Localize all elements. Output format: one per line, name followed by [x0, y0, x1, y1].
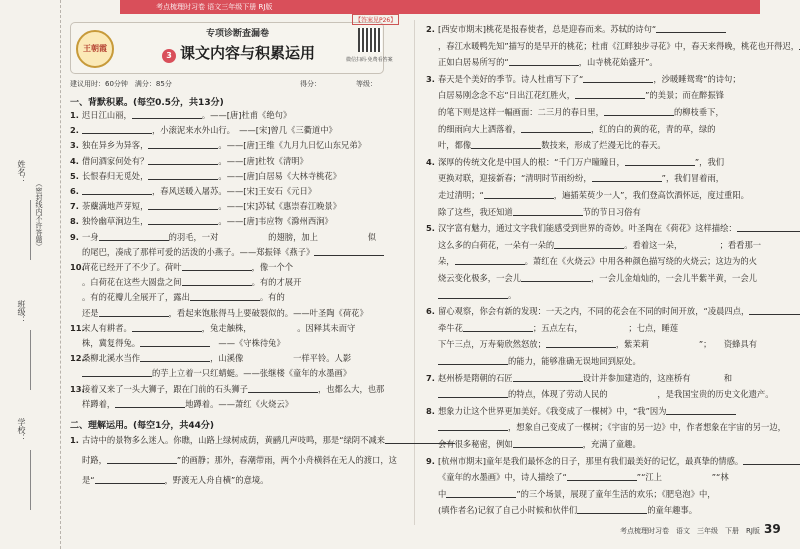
question-line — [426, 90, 724, 101]
score-field: 得分： — [300, 80, 321, 88]
answer-blank[interactable] — [438, 290, 508, 299]
question-tail: 的童年趣事。 — [647, 505, 698, 516]
qr-code-icon[interactable] — [358, 28, 382, 52]
question-number: 5. — [70, 170, 79, 181]
answer-blank[interactable] — [463, 323, 533, 332]
question-line — [70, 247, 384, 258]
question-tail: 的芋上立着一只红蜻蜓。——张继楼《童年的水墨画》 — [152, 368, 352, 379]
question-line — [426, 223, 800, 234]
question-line — [70, 262, 293, 273]
question-line — [70, 338, 285, 349]
question-tail: ”，我们 — [694, 156, 725, 167]
answer-blank[interactable] — [95, 475, 165, 484]
answer-blank[interactable] — [513, 207, 583, 216]
question-text: 更换对联，迎接新春；“清明时节雨纷纷， — [438, 173, 592, 184]
question-line — [70, 232, 376, 243]
question-tail: ，沙暖睡鸳鸯”的诗句； — [653, 73, 741, 84]
answer-blank[interactable] — [132, 110, 202, 119]
page-number: 39 — [764, 522, 781, 536]
question-text: [西安市期末]桃花是报春使者，总是迎春而来。苏轼的诗句“ — [438, 24, 657, 34]
question-line — [70, 110, 291, 121]
answer-blank[interactable] — [148, 140, 218, 149]
answer-blank[interactable] — [592, 173, 662, 182]
question-text: ，春江水暖鸭先知”描写的是早开的桃花；杜甫《江畔独步寻花》中，春天来得晚，桃花也开得迟， — [438, 40, 800, 51]
name-label: 姓名： — [17, 160, 26, 184]
question-line — [426, 240, 761, 251]
question-tail: ，野渡无人舟自横”的意境。 — [164, 475, 269, 485]
question-tail: ，山寺桃花始盛开”。 — [578, 57, 658, 68]
question-line — [70, 475, 268, 486]
question-line — [426, 157, 724, 168]
question-number: 12. — [70, 353, 85, 364]
question-text: 深厚的传统文化是中国人的根：“千门万户瞳瞳日， — [438, 156, 625, 167]
answer-blank[interactable] — [583, 74, 653, 83]
question-tail: ——《守株待兔》 — [210, 338, 285, 348]
question-number: 3. — [70, 140, 79, 151]
question-line — [70, 140, 366, 151]
question-text: 汉字富有魅力，通过文字我们能感受到世界的奇妙。叶圣陶在《荷花》这样描绘： — [438, 223, 737, 234]
question-number: 7. — [70, 201, 79, 212]
question-line — [70, 308, 368, 319]
question-line — [426, 505, 697, 516]
answer-blank[interactable] — [666, 406, 736, 415]
question-text: 朵， — [438, 256, 455, 267]
page-title — [162, 42, 315, 63]
question-line — [426, 273, 757, 284]
question-number: 1. — [70, 110, 79, 120]
question-tail: ，兔走触株， 。因释其未而守 — [201, 322, 356, 333]
question-tail: 。——[唐]王维《九月九日忆山东兄弟》 — [218, 140, 366, 151]
footer-info: 考点梳理时习卷 语文 三年级 下册 RJ版 — [620, 527, 760, 535]
answer-blank[interactable] — [743, 456, 800, 465]
unit-number-badge: 3 — [162, 49, 176, 63]
answer-blank[interactable] — [132, 323, 202, 332]
answer-blank[interactable] — [182, 277, 252, 286]
school-line — [30, 450, 31, 510]
question-text: 还是 — [82, 307, 99, 318]
question-line — [426, 356, 641, 367]
question-tail: 。——[唐]杜甫《绝句》 — [201, 110, 292, 120]
question-tail: 的特点，体现了劳动人民的 ，是我国宝贵的历史文化遗产。 — [508, 389, 774, 400]
question-number: 2. — [426, 24, 435, 34]
answer-blank[interactable] — [115, 399, 185, 408]
question-text: 古诗中的景物多么迷人。你瞧，山路上绿树成荫，黄鹂几声吱鸣，那是“绿阴不减来 — [82, 435, 385, 445]
question-text: 的笔下则是这样一幅画面：二三月的春日里， — [438, 107, 604, 117]
question-tail: ，看起来饱胀得马上要破裂似的。——叶圣陶《荷花》 — [168, 307, 368, 318]
answer-blank[interactable] — [455, 256, 525, 265]
question-number: 3. — [426, 73, 435, 84]
class-line — [30, 330, 31, 390]
question-number: 9. — [426, 455, 435, 466]
question-text: 长恨春归无觅处， — [82, 170, 149, 181]
answer-blank[interactable] — [438, 422, 508, 431]
question-tail: 。 — [508, 289, 517, 300]
question-text: 的尾巴，凑成了那样可爱的活泼的小燕子。——郑振铎《燕子》 — [82, 246, 315, 257]
seal-note: （密封线内不许答题） — [35, 180, 43, 250]
answer-blank[interactable] — [99, 232, 169, 241]
question-tail: ”的三个场景，展现了童年生活的欢乐；《肥皂泡》中， — [516, 488, 716, 499]
question-tail: 地蹲着。——萧红《火烧云》 — [185, 398, 294, 409]
question-text: 下午三点，万寿菊欣然怒放； — [438, 339, 546, 350]
answer-blank[interactable] — [107, 455, 177, 464]
question-line — [426, 422, 786, 433]
question-number: 4. — [426, 156, 435, 167]
grade-field: 等级： — [356, 80, 377, 88]
question-tail: ，想象自己变成了一棵树；《宇宙的另一边》中，作者想象在宇宙的另一边， — [508, 422, 786, 433]
question-line — [426, 207, 641, 218]
question-text: 中 — [438, 488, 447, 499]
question-text: 株，冀复得兔。 — [82, 338, 141, 348]
question-line — [70, 384, 384, 395]
answer-blank[interactable] — [82, 186, 152, 195]
question-line — [70, 323, 355, 334]
question-tail: ，紫茉莉 ”； 资蜂具有 — [615, 339, 758, 350]
question-tail: 。有的 — [259, 292, 285, 303]
question-line — [70, 186, 316, 197]
question-tail: ，充满了童趣。 — [582, 439, 641, 449]
question-line — [426, 24, 726, 35]
question-text: 荼蘪满地芦芽短， — [82, 201, 149, 212]
question-number: 1. — [70, 435, 79, 445]
question-text: 烧云变化极多，一会儿 — [438, 273, 521, 283]
question-number: 7. — [426, 372, 435, 383]
question-text: 独怜幽草涧边生， — [82, 216, 149, 227]
question-line — [426, 190, 749, 201]
answer-blank[interactable] — [99, 308, 169, 317]
answer-blank[interactable] — [521, 273, 591, 282]
top-banner: 考点梳理时习卷 语文三年级下册 RJ版 — [120, 0, 760, 14]
question-line — [426, 456, 800, 467]
answer-blank[interactable] — [749, 306, 800, 315]
question-number: 6. — [426, 306, 435, 317]
question-text: (填作者名)记叙了自己小时候和伙伴们 — [438, 505, 578, 516]
question-text: 正如白居易所写的“ — [438, 57, 509, 68]
question-line — [70, 171, 341, 182]
question-text: 独在异乡为异客， — [82, 140, 149, 151]
class-label: 班级： — [17, 300, 26, 324]
question-text: 接着又来了一头大狮子，跟在门前的石头狮子 — [82, 383, 248, 394]
question-text: 荷花已经开了不少了。荷叶 — [82, 262, 182, 272]
question-text: 想象力让这个世界更加美好。《我变成了一棵树》中，“我”因为 — [438, 405, 667, 416]
question-line — [426, 173, 724, 184]
question-tail: ，红的白的黄的花，青的草，绿的 — [590, 123, 716, 134]
section-one-heading: 一、背默积累。(每空0.5分，共13分) — [70, 98, 224, 108]
school-label: 学校： — [17, 418, 26, 442]
question-text: 走过清明；“ — [438, 190, 484, 200]
question-line — [70, 435, 455, 446]
answer-blank[interactable] — [656, 24, 726, 33]
question-tail: ，遍插茱萸少一人”，我们登高饮酒怀远，度过重阳。 — [553, 190, 749, 200]
question-tail: ，像一个个 — [251, 262, 294, 272]
question-tail: ，也都么大，也那 — [317, 383, 385, 394]
question-line — [426, 472, 729, 483]
answer-blank[interactable] — [148, 201, 218, 210]
question-tail: 。看着这一朵， ；看看那一 — [624, 239, 762, 250]
question-number: 13. — [70, 383, 85, 394]
question-line — [70, 277, 301, 288]
question-line — [426, 489, 716, 500]
question-text: 叶，都像 — [438, 140, 472, 151]
question-text: 迟日江山丽， — [82, 110, 132, 120]
section-two-heading: 二、理解运用。(每空1分，共44分) — [70, 421, 215, 431]
name-line — [30, 200, 31, 260]
question-text: 借问酒家何处有？ — [82, 155, 149, 166]
answer-tag: 【答案见P26】 — [352, 14, 399, 25]
answer-blank[interactable] — [604, 107, 674, 116]
question-tail: ”“江上 ”“林 — [636, 472, 729, 483]
question-line — [70, 216, 333, 227]
answer-blank[interactable] — [190, 292, 260, 301]
question-line — [426, 290, 516, 301]
question-tail: ”，我们冒着雨， — [661, 173, 725, 184]
question-line — [426, 140, 666, 151]
question-line — [426, 256, 757, 267]
question-text: 是“ — [82, 475, 95, 485]
question-tail: 。——[唐]白居易《大林寺桃花》 — [218, 170, 342, 181]
question-number: 10. — [70, 262, 85, 272]
question-tail: 。萧红在《火烧云》中用各种颜色描写绕的火烧云；这边为的火 — [524, 256, 757, 267]
question-text: 除了这些，我还知道 — [438, 206, 513, 217]
question-line — [426, 439, 641, 450]
binding-margin — [0, 0, 61, 549]
question-line — [70, 353, 351, 364]
answer-blank[interactable] — [140, 338, 210, 347]
question-tail: 。——[唐]韦应物《滁州西涧》 — [218, 216, 333, 227]
question-line — [70, 399, 293, 410]
question-tail: ”的美景；而在醉振锋 — [645, 90, 725, 101]
question-text: 的细雨向大上洒落着， — [438, 123, 521, 134]
answer-blank[interactable] — [248, 384, 318, 393]
answer-blank[interactable] — [148, 171, 218, 180]
question-tail: ”的画静；那外，春潮带雨，两个小舟横斜在无人的渡口，这 — [176, 455, 397, 465]
answer-blank[interactable] — [554, 240, 624, 249]
question-line — [426, 57, 658, 68]
answer-blank[interactable] — [471, 140, 541, 149]
question-number: 5. — [426, 223, 435, 234]
question-line — [70, 125, 337, 136]
question-text: 春天是个美好的季节。诗人杜甫写下了“ — [438, 73, 584, 84]
question-tail: 数技来，形成了烂漫无比的春天。 — [541, 140, 666, 151]
answer-blank[interactable] — [521, 124, 591, 133]
answer-blank[interactable] — [82, 125, 152, 134]
answer-blank[interactable] — [737, 223, 800, 232]
answer-blank[interactable] — [438, 356, 508, 365]
question-line — [426, 306, 800, 317]
question-number: 11. — [70, 322, 85, 333]
answer-blank[interactable] — [438, 389, 508, 398]
question-tail: ；五点左右， ；七点，睡莲 — [532, 322, 679, 333]
question-tail: ，小滚泥来水外山行。 ——[宋]曾几《三衢道中》 — [152, 125, 337, 136]
answer-blank[interactable] — [182, 262, 252, 271]
question-text: 赵州桥是隋朝的石匠 — [438, 372, 513, 383]
question-text: 。有的花瓣儿全展开了，露出 — [82, 292, 190, 303]
question-text: 桑柳北溪水当作 — [82, 353, 141, 364]
qr-label: 微信扫码·免费看答案 — [346, 57, 393, 63]
question-line — [70, 156, 308, 167]
question-number: 4. — [70, 155, 79, 166]
question-tail: 设计并参加建造的，这座桥有 和 — [582, 372, 733, 383]
answer-blank[interactable] — [513, 373, 583, 382]
series-title: 专项诊断查漏卷 — [206, 29, 270, 39]
question-text: 留心观察，你会有新的发现：一天之内，不同的花会在不同的时间开放，“凌晨四点， — [438, 306, 750, 317]
question-number: 2. — [70, 125, 79, 136]
question-tail: ，春风送暖入屠苏。——[宋]王安石《元日》 — [152, 186, 317, 196]
answer-blank[interactable] — [484, 190, 554, 199]
question-text: 牵牛花 — [438, 322, 463, 333]
answer-blank[interactable] — [546, 339, 616, 348]
answer-blank[interactable] — [513, 439, 583, 448]
question-text: 样蹲着， — [82, 398, 116, 409]
question-text: 《童年的水墨画》中，诗人描绘了“ — [438, 472, 567, 483]
question-tail: 的柳枝垂下， — [673, 107, 724, 117]
column-divider — [414, 20, 415, 525]
question-tail: 的能力，能够准确无误地回到原处。 — [508, 356, 641, 366]
question-line — [426, 406, 736, 417]
answer-blank[interactable] — [148, 156, 218, 165]
question-tail: 的羽毛，一对 的翅膀，加上 似 — [168, 231, 377, 242]
question-line — [426, 124, 715, 135]
question-line — [70, 455, 397, 466]
question-tail: ，山溪像 一样平铃。人影 — [210, 353, 352, 364]
page-title-text: 课文内容与积累运用 — [180, 44, 316, 62]
question-number: 8. — [426, 405, 435, 416]
question-text: 会有很多秘密，例如 — [438, 439, 513, 449]
question-text: 一身 — [82, 231, 99, 242]
question-number: 8. — [70, 216, 79, 227]
question-tail: 。——[唐]杜牧《清明》 — [218, 155, 308, 166]
answer-blank[interactable] — [140, 353, 210, 362]
brand-logo: 王朝霞 — [76, 30, 114, 68]
question-tail: 节的节日习俗有 — [582, 206, 641, 217]
question-line — [70, 201, 341, 212]
time-score-info: 建议用时：60分钟 满分：85分 — [70, 80, 172, 88]
question-line — [426, 389, 774, 400]
question-number: 9. — [70, 231, 79, 242]
answer-blank[interactable] — [509, 57, 579, 66]
answer-blank[interactable] — [577, 505, 647, 514]
answer-blank[interactable] — [567, 472, 637, 481]
question-line — [70, 292, 285, 303]
question-text: 宋人有耕者。 — [82, 322, 132, 333]
question-line — [426, 339, 757, 350]
answer-blank[interactable] — [625, 157, 695, 166]
answer-blank[interactable] — [575, 90, 645, 99]
answer-blank[interactable] — [314, 247, 384, 256]
question-number: 6. — [70, 186, 79, 196]
question-line — [426, 323, 678, 334]
question-line — [426, 74, 741, 85]
question-tail: 。——[宋]苏轼《惠崇春江晚景》 — [218, 201, 342, 212]
answer-blank[interactable] — [446, 489, 516, 498]
answer-blank[interactable] — [148, 216, 218, 225]
question-line — [70, 368, 351, 379]
question-text: 。白荷花在这些大圆盘之间 — [82, 277, 182, 288]
question-text: 时路， — [82, 455, 107, 465]
question-text: 白居易刚念念不忘“日出江花红胜火， — [438, 90, 576, 101]
question-tail: 。有的才展开 — [251, 277, 302, 288]
question-tail: ，一会儿金灿灿的，一会儿半紫半黄，一会儿 — [590, 273, 757, 283]
answer-blank[interactable] — [82, 368, 152, 377]
question-line — [426, 41, 800, 52]
question-text: 这么多的白荷花，一朵有一朵的 — [438, 239, 555, 250]
question-line — [426, 373, 732, 384]
question-text: [杭州市期末]童年是我们最怀念的日子，那里有我们最美好的记忆，最真挚的情感。 — [438, 455, 744, 466]
question-line — [426, 107, 724, 118]
